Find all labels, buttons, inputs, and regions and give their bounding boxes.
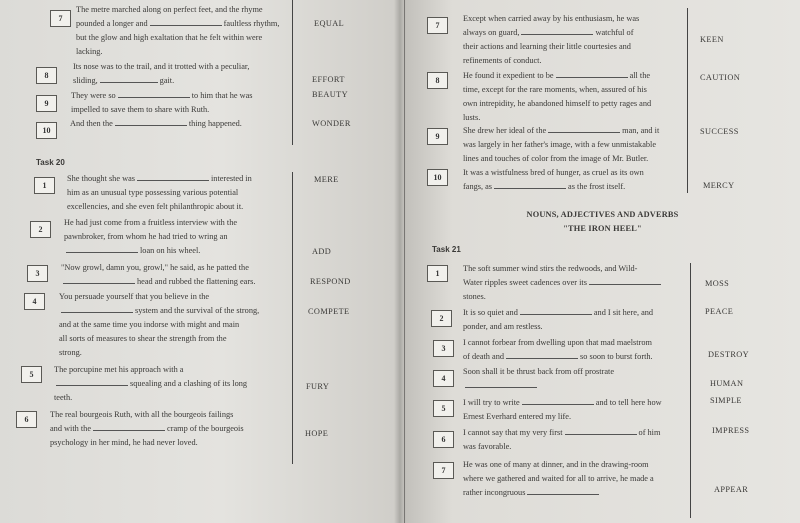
item-number: 9 <box>427 128 448 145</box>
blank-line <box>118 89 190 98</box>
word-prompt: EFFORT <box>312 75 345 84</box>
item-text: The real bourgeois Ruth, with all the bourgeois failings and with the cramp of the bourgeois psychology in her mind, he had never loved. <box>50 410 244 447</box>
blank-line <box>56 377 128 386</box>
word-prompt: HOPE <box>305 429 329 438</box>
item-number: 9 <box>36 95 57 112</box>
item-number: 5 <box>433 400 454 417</box>
word-prompt: SUCCESS <box>700 127 739 136</box>
word-prompt: PEACE <box>705 307 734 316</box>
blank-line <box>527 486 599 495</box>
item-number: 8 <box>427 72 448 89</box>
item-number: 6 <box>433 431 454 448</box>
right-page <box>405 0 800 523</box>
word-prompt: EQUAL <box>314 19 345 28</box>
item-text: Except when carried away by his enthusiasm, he was always on guard, watchful of their actions and learning their little courtesies and refinements of conduct. <box>463 14 640 65</box>
item-text: You persuade yourself that you believe in the system and the survival of the strong, and at the same time you indorse with might and main all sorts of measures to shear the strength from the strong. <box>59 292 260 357</box>
blank-line <box>93 422 165 431</box>
word-prompt: IMPRESS <box>712 426 750 435</box>
item-text: The metre marched along on perfect feet, and the rhyme pounded a longer and faultless rhythm, but the glow and high exaltation that he felt within were lacking. <box>76 5 280 56</box>
item-text: It is so quiet and and I sit here, and ponder, and am restless. <box>463 308 654 331</box>
item-text: The porcupine met his approach with a squealing and a clashing of its long teeth. <box>54 365 248 402</box>
blank-line <box>137 172 209 181</box>
word-prompt: MOSS <box>705 279 730 288</box>
item-text: She thought she was interested in him as an unusual type possessing various potential excellencies, and she even felt philanthropic about it. <box>67 174 252 211</box>
word-prompt: SIMPLE <box>710 396 742 405</box>
word-prompt: MERE <box>314 175 339 184</box>
word-prompt: FURY <box>306 382 330 391</box>
item-text: "Now growl, damn you, growl," he said, as he patted the head and rubbed the flattening ears. <box>61 263 256 286</box>
column-divider <box>690 263 691 518</box>
item-text: He had just come from a fruitless interview with the pawnbroker, from whom he had tried to wring an loan on his wheel. <box>64 218 238 255</box>
blank-line <box>565 426 637 435</box>
item-number: 3 <box>433 340 454 357</box>
word-prompt: KEEN <box>700 35 724 44</box>
blank-line <box>61 304 133 313</box>
word-prompt: DESTROY <box>708 350 750 359</box>
item-number: 10 <box>36 122 57 139</box>
word-prompt: HUMAN <box>710 379 744 388</box>
task-title: Task 20 <box>36 158 65 167</box>
blank-line <box>520 306 592 315</box>
item-number: 7 <box>433 462 454 479</box>
item-text: They were so to him that he was impelled to save them to share with Ruth. <box>71 91 253 114</box>
blank-line <box>556 69 628 78</box>
item-text: The soft summer wind stirs the redwoods, and Wild- Water ripples sweet cadences over its stones. <box>463 262 663 304</box>
blank-line <box>521 26 593 35</box>
item-text: I cannot say that my very first of him was favorable. <box>463 428 661 451</box>
item-number: 7 <box>50 10 71 27</box>
item-text: He was one of many at dinner, and in the drawing-room where we gathered and waited for all to arrive, he made a rather incongruous <box>463 460 654 497</box>
blank-line <box>150 17 222 26</box>
column-divider <box>292 0 293 145</box>
item-text: It was a wistfulness bred of hunger, as cruel as its own fangs, as as the frost itself. <box>463 168 644 191</box>
book-spine-shadow <box>394 0 406 523</box>
word-prompt: MERCY <box>703 181 735 190</box>
blank-line <box>522 396 594 405</box>
item-number: 1 <box>34 177 55 194</box>
blank-line <box>506 350 578 359</box>
item-number: 10 <box>427 169 448 186</box>
item-number: 2 <box>431 310 452 327</box>
word-prompt: BEAUTY <box>312 90 349 99</box>
item-text: She drew her ideal of the man, and it was largely in her father's image, with a few unmistakable lines and touches of color from the image of Mr. Butler. <box>463 126 660 163</box>
blank-line <box>66 244 138 253</box>
item-text: I will try to write and to tell here how Ernest Everhard entered my life. <box>463 398 662 421</box>
item-number: 3 <box>27 265 48 282</box>
item-text: He found it expedient to be all the time, except for the rare moments, when, assured of his own intrepidity, he abandoned himself to petty rages and lusts. <box>463 71 652 122</box>
item-number: 5 <box>21 366 42 383</box>
blank-line <box>115 117 187 126</box>
column-divider <box>687 8 688 193</box>
blank-line <box>589 276 661 285</box>
item-number: 8 <box>36 67 57 84</box>
word-prompt: APPEAR <box>714 485 749 494</box>
word-prompt: ADD <box>312 247 332 256</box>
item-text: Its nose was to the trail, and it trotted with a peculiar, sliding, gait. <box>73 62 250 85</box>
item-number: 4 <box>433 370 454 387</box>
section-subheading: "THE IRON HEEL" <box>563 224 642 233</box>
word-prompt: COMPETE <box>308 307 350 316</box>
item-text: Soon shall it be thrust back from off prostrate <box>463 365 614 393</box>
word-prompt: RESPOND <box>310 277 351 286</box>
blank-line <box>465 379 537 388</box>
item-number: 1 <box>427 265 448 282</box>
item-text: And then the thing happened. <box>70 119 242 128</box>
word-prompt: WONDER <box>312 119 351 128</box>
section-heading: NOUNS, ADJECTIVES AND ADVERBS <box>526 210 679 219</box>
item-number: 2 <box>30 221 51 238</box>
item-text: I cannot forbear from dwelling upon that mad maelstrom of death and so soon to burst forth. <box>463 338 653 361</box>
column-divider <box>292 172 293 464</box>
item-number: 6 <box>16 411 37 428</box>
blank-line <box>494 180 566 189</box>
blank-line <box>548 124 620 133</box>
blank-line <box>63 275 135 284</box>
task-title: Task 21 <box>432 245 461 254</box>
item-number: 7 <box>427 17 448 34</box>
word-prompt: CAUTION <box>700 73 741 82</box>
blank-line <box>100 74 158 83</box>
item-number: 4 <box>24 293 45 310</box>
